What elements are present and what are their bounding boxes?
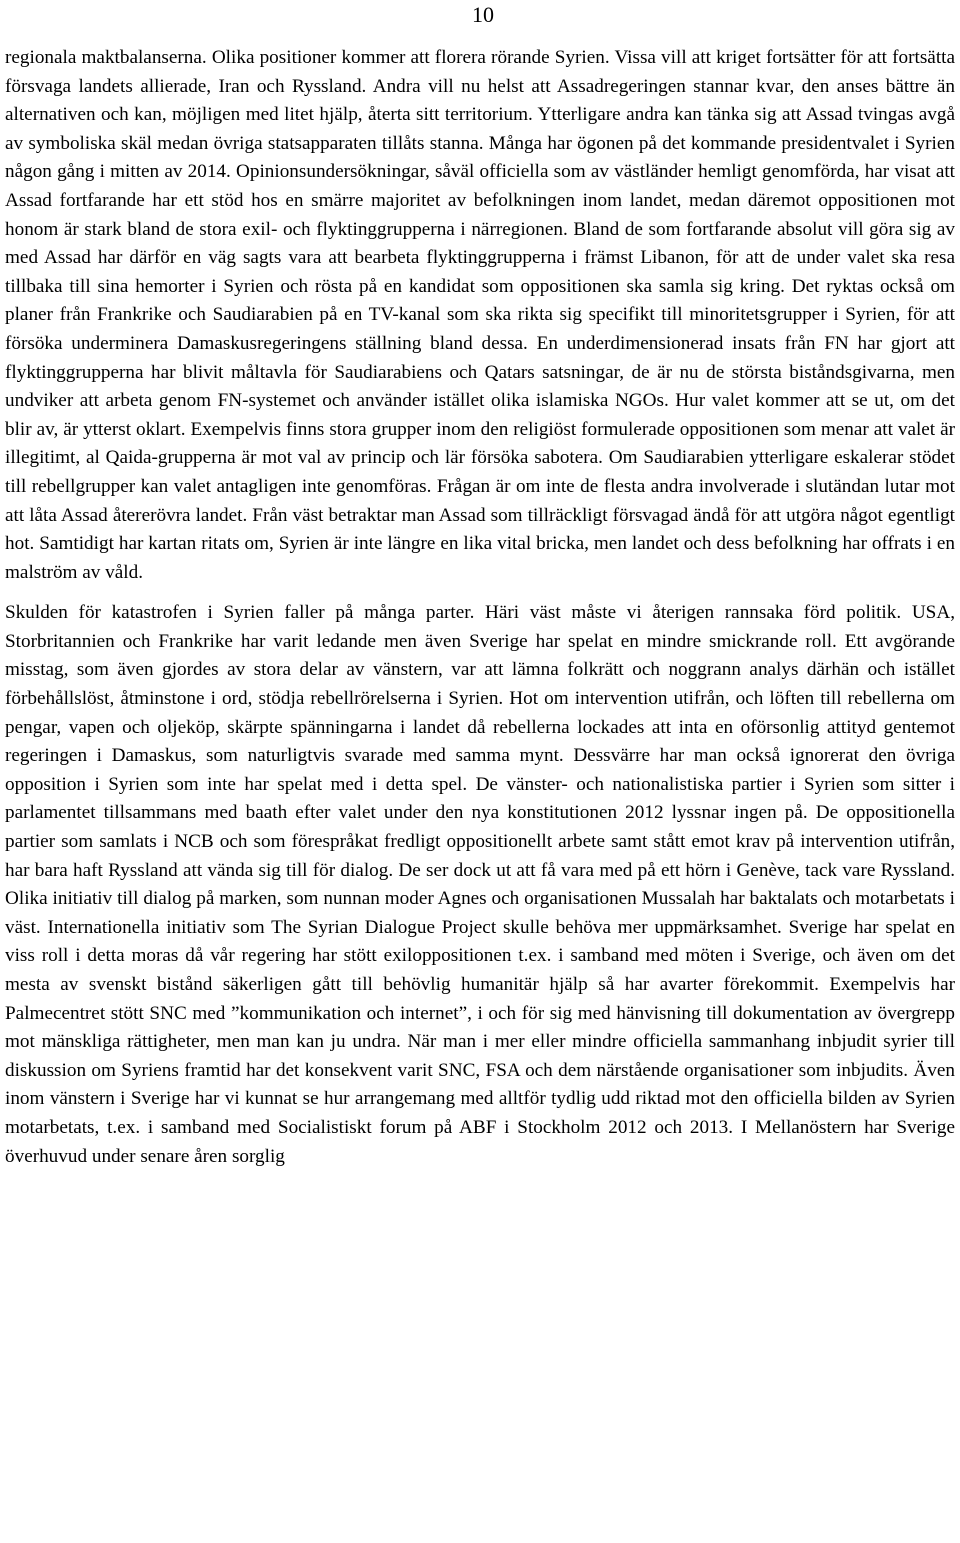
document-body (5, 44, 955, 1171)
page-number: 10 (472, 2, 494, 27)
body-paragraph: Skulden för katastrofen i Syrien faller på många parter. Häri väst måste vi återigen rannsaka förd politik. USA, Storbritannien och Frankrike har varit ledande men även Sverige har spelat en mindre smickrande roll. Ett avgörande misstag, som även gjordes av stora delar av vänstern, var att lämna folkrätt och noggrann analys därhän och istället förbehållslöst, åtminstone i ord, stödja rebellrörelserna i Syrien. Hot om intervention utifrån, och löften till rebellerna om pengar, vapen och oljeköp, skärpte spänningarna i landet då rebellerna lockades att inta en oförsonlig attityd gentemot regeringen i Damaskus, som naturligtvis svarade med samma mynt. Dessvärre har man också ignorerat den övriga opposition i Syrien som inte har spelat med i detta spel. De vänster- och nationalistiska partier i Syrien som sitter i parlamentet tillsammans med baath efter valet under den nya konstitutionen 2012 lyssnar ingen på. De oppositionella partier som samlats i NCB och som förespråkat fredligt oppositionellt arbete samt stått emot krav på intervention utifrån, har bara haft Ryssland att vända sig till för dialog. De ser dock ut att få vara med på ett hörn i Genève, tack vare Ryssland. Olika initiativ till dialog på marken, som nunnan moder Agnes och organisationen Mussalah har baktalats och motarbetats i väst. Internationella initiativ som The Syrian Dialogue Project skulle behöva mer uppmärksamhet. Sverige har spelat en viss roll i detta moras då vår regering har stött exiloppositionen t.ex. i samband med möten i Sverige, och även om det mesta av svenskt bistånd säkerligen gått till behövlig humanitär hjälp så har avarter förekommit. Exempelvis har Palmecentret stött SNC med ”kommunikation och internet”, i och för sig med hänvisning till dokumentation av övergrepp mot mänskliga rättigheter, men man kan ju undra. När man i mer eller mindre officiella sammanhang inbjudit syrier till diskussion om Syriens framtid har det konsekvent varit SNC, FSA och dem närstående organisationer som inbjudits. Även inom vänstern i Sverige har vi kunnat se hur arrangemang med alltför tydlig udd riktad mot den officiella bilden av Syrien motarbetats, t.ex. i samband med Socialistiskt forum på ABF i Stockholm 2012 och 2013. I Mellanöstern har Sverige överhuvud under senare åren sorglig (5, 602, 955, 1167)
body-paragraph: regionala maktbalanserna. Olika positioner kommer att florera rörande Syrien. Vissa vill att kriget fortsätter för att fortsätta försvaga landets allierade, Iran och Ryssland. Andra vill nu helst att Assadregeringen stannar kvar, den anses bättre än alternativen och kan, möjligen med litet hjälp, återta sitt territorium. Ytterligare andra kan tänka sig att Assad tvingas avgå av symboliska skäl medan övriga statsapparaten tillåts stanna. Många har ögonen på det kommande presidentvalet i Syrien någon gång i mitten av 2014. Opinionsundersökningar, såväl officiella som av västländer hemligt genomförda, har visat att Assad fortfarande har ett stöd hos en smärre majoritet av befolkningen inom landet, medan däremot oppositionen mot honom är stark bland de stora exil- och flyktinggrupperna i närregionen. Bland de som fortfarande absolut vill göra sig av med Assad har därför en väg sagts vara att bearbeta flyktinggrupperna i främst Libanon, för att de under valet ska resa tillbaka till sina hemorter i Syrien och rösta på en kandidat som oppositionen ska samla sig kring. Det ryktas också om planer från Frankrike och Saudiarabien på en TV-kanal som ska rikta sig specifikt till minoritetsgrupper i Syrien, för att försöka underminera Damaskusregeringens ställning bland dessa. En underdimensionerad insats från FN har gjort att flyktinggrupperna har blivit måltavla för Saudiarabiens och Qatars satsningar, de är nu de största biståndsgivarna, men undviker att arbeta genom FN-systemet och använder istället olika islamiska NGOs. Hur valet kommer att se ut, om det blir av, är ytterst oklart. Exempelvis finns stora grupper inom den religiöst formulerade oppositionen som menar att valet är illegitimt, al Qaida-grupperna är mot val av princip och lär försöka sabotera. Om Saudiarabien ytterligare eskalerar stödet till rebellgrupper kan valet antagligen inte genomföras. Frågan är om inte de flesta andra involverade i slutändan lutar mot att låta Assad återerövra landet. Från väst betraktar man Assad som tillräckligt försvagad ändå för att utgöra något egentligt hot. Samtidigt har kartan ritats om, Syrien är inte längre en lika vital bricka, men landet och dess befolkning har offrats i en malström av våld. (5, 47, 955, 583)
